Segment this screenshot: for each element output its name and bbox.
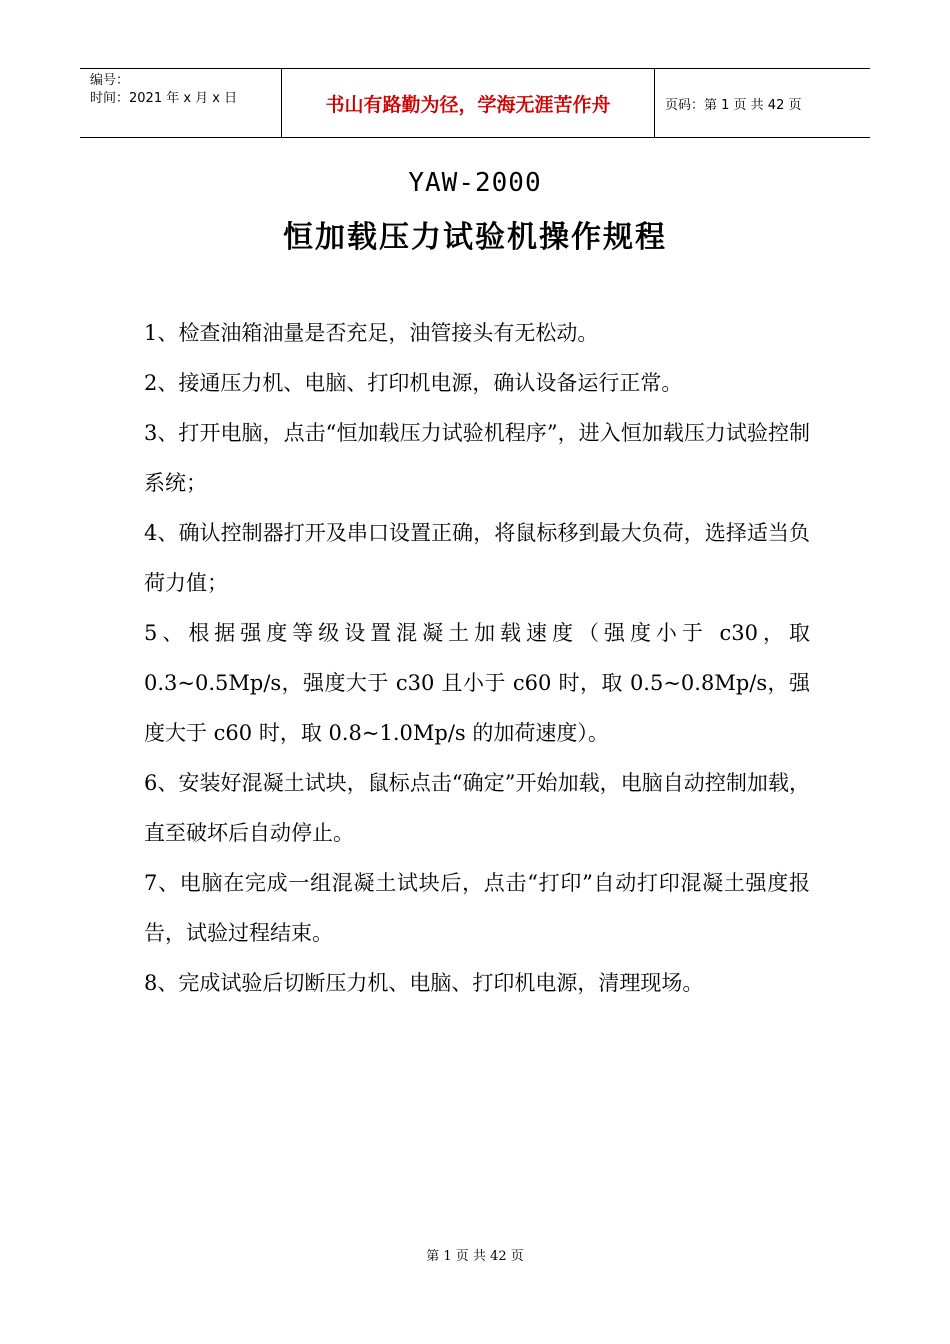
page-header	[80, 68, 870, 138]
procedure-steps	[144, 308, 810, 1008]
document-model-title: YAW-2000	[408, 168, 542, 198]
header-motto: 书山有路勤为径，学海无涯苦作舟	[282, 69, 655, 137]
step-item: 4、确认控制器打开及串口设置正确，将鼠标移到最大负荷，选择适当负荷力值；	[144, 521, 810, 595]
number-label: 编号：	[90, 73, 130, 88]
header-page-code: 页码：第 1 页 共 42 页	[665, 97, 802, 113]
step-item: 5、根据强度等级设置混凝土加载速度（强度小于 c30，取 0.3~0.5Mp/s，强度大于 c30 且小于 c60 时，取 0.5~0.8Mp/s，强度大于 c60 时，取 0.8~1.0Mp/s 的加荷速度）。	[144, 621, 810, 745]
time-label: 时间：2021 年 x 月 x 日	[90, 91, 238, 106]
document-title: 恒加载压力试验机操作规程	[283, 220, 667, 255]
step-item: 8、完成试验后切断压力机、电脑、打印机电源，清理现场。	[144, 971, 704, 995]
step-item: 6、安装好混凝土试块，鼠标点击“确定”开始加载，电脑自动控制加载，直至破坏后自动停止。	[144, 771, 810, 845]
step-item: 1、检查油箱油量是否充足，油管接头有无松动。	[144, 321, 599, 345]
step-item: 2、接通压力机、电脑、打印机电源，确认设备运行正常。	[144, 371, 683, 395]
step-item: 3、打开电脑，点击“恒加载压力试验机程序”，进入恒加载压力试验控制系统；	[144, 421, 810, 495]
header-meta	[80, 69, 282, 137]
page-footer: 第 1 页 共 42 页	[426, 1249, 524, 1264]
step-item: 7、电脑在完成一组混凝土试块后，点击“打印”自动打印混凝土强度报告，试验过程结束。	[144, 871, 810, 945]
